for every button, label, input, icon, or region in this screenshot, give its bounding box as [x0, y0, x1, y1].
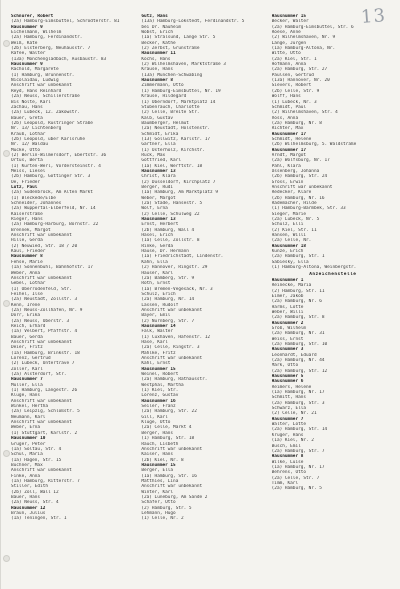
directory-entry-line: (13a) Hamburg-Lokstedt, Ferdinandstr. 5: [141, 19, 245, 25]
directory-entry-line: (1a) Hamburg, Brinkstr. 18: [11, 350, 80, 356]
directory-entry-line: (1) Kiel, Str.: [141, 388, 179, 394]
house-number-heading: Hausnummer 2: [271, 320, 304, 326]
directory-entry-line: Kahn, Ella: [141, 259, 168, 265]
directory-entry-line: Schmitt, Hans: [271, 395, 307, 401]
directory-entry-line: Anschrift war unbekannt: [11, 83, 72, 89]
directory-entry-line: Gottfried, Karl: [141, 158, 181, 164]
directory-entry-line: (2a) Alsterdorf, Str.: [11, 372, 67, 378]
directory-entry-line: (2) Lübeck, Untertrave 7: [11, 361, 75, 367]
punch-hole-icon: [3, 40, 10, 47]
directory-entry-line: (1) Hamburg, Langestr. 26: [11, 388, 78, 394]
directory-entry-line: Anschrift war unbekannt: [11, 233, 72, 239]
house-number-heading: Hausnummer 18: [271, 243, 307, 249]
directory-entry-line: Bis Nolte, Karl: [11, 99, 51, 105]
directory-entry-line: (13a) Hannover, Nr. 20: [271, 78, 330, 84]
directory-entry-line: (1) Hamburg, Str. 18: [141, 436, 195, 442]
directory-entry-line: (2a) Kiel, Str. 1: [271, 56, 317, 62]
directory-entry-line: Ernst, Herbert: [141, 222, 179, 228]
directory-entry-line: (2b) Kiel, Nr. 8: [141, 457, 184, 463]
directory-entry-line: (2a) Hamburg, Nr. 6: [271, 299, 322, 305]
directory-entry-line: (2a) Neuss, Schillerstraße: [11, 94, 80, 100]
directory-entry-line: (1a) Hamburg, Str. 16: [141, 473, 197, 479]
directory-entry-line: Anschrift war unbekannt: [11, 398, 72, 404]
house-number-heading: Hausnummer 6: [271, 379, 304, 385]
directory-entry-line: Redecker, Kläre: [271, 190, 312, 196]
directory-entry-line: Wobst, Erich: [141, 30, 174, 36]
directory-entry-line: (1) Celle, Nr. 2: [141, 516, 184, 522]
directory-entry-line: Matthies, Lina: [141, 478, 179, 484]
directory-entry-line: (1) Bleckede/Elbe: [11, 195, 56, 201]
house-number-heading: Hausnummer 15: [271, 14, 307, 19]
directory-entry-line: (1) Hamburg, Brunnenstr.: [11, 72, 75, 78]
directory-entry-line: Gebel, Lothar: [11, 281, 46, 287]
directory-entry-line: (2a) Hamburg, Rathausstr.: [141, 377, 208, 383]
directory-entry-line: (1a) Stralsund, Lange Str. 5: [141, 35, 216, 41]
directory-entry-line: (2b) Wilhelmsburg, 5. Waldstraße: [271, 142, 357, 148]
directory-entry-line: Rademacher, Hilde: [271, 201, 317, 207]
directory-entry-line: Krause, Hildegard: [141, 94, 187, 100]
directory-entry-line: Feihel, Ilse: [11, 291, 43, 297]
house-number-heading: Hausnummer 8: [141, 78, 174, 84]
directory-entry-line: (2a) Hamburg, Str. 8: [271, 315, 325, 321]
directory-entry-line: Mahlke, Fritz: [141, 350, 176, 356]
directory-entry-line: (2a) Celle, Markt 4: [141, 425, 192, 431]
directory-entry-line: Falk, Walter: [141, 329, 174, 335]
directory-entry-line: (2a) Hamburg, Nr. 44: [271, 358, 325, 363]
directory-entry-line: Hauser, Karl: [141, 270, 174, 276]
directory-entry-line: Gill, Karl: [141, 414, 168, 420]
house-number-heading: Hausnummer 15: [141, 366, 176, 372]
directory-entry-line: Lehmann, Hugo: [141, 510, 176, 516]
directory-entry-line: (1a) Kiel, Nr. 2: [271, 438, 314, 444]
directory-entry-line: Hansen, Willi: [271, 233, 307, 239]
directory-entry-line: (2a) Celle, Nr.: [271, 238, 312, 244]
directory-entry-line: (2a) Neustadt, Zollstr. 3: [11, 297, 78, 303]
house-number-heading: Hausnummer 10: [11, 436, 46, 442]
directory-entry-line: Krüger, Hans: [271, 432, 304, 438]
directory-entry-line: (2a) Hamburg, Ferdinandstr.: [11, 35, 83, 41]
directory-entry-line: (1) Oberndorf, Marktplatz 14: [141, 99, 216, 105]
directory-entry-line: Anschrift war unbekannt: [141, 307, 203, 313]
directory-entry-line: (2b) Hamburg, Nr. 16: [271, 195, 325, 201]
directory-entry-line: Nicolaidau, Ludwig: [11, 78, 59, 84]
house-number-heading: Hausnummer 9: [11, 24, 43, 30]
house-number-heading: Schnürer, Robert: [11, 14, 54, 19]
directory-columns: [11, 14, 394, 583]
directory-entry-line: (2a) Hamburg-Harburg, Bornstr. 22: [11, 222, 99, 228]
directory-entry-line: Hause, Dr. Hermann: [141, 249, 189, 255]
directory-entry-line: (2a) Wolfsburg, Nr. 17: [271, 158, 330, 164]
directory-entry-line: Kalb, Gustav: [141, 115, 174, 121]
directory-entry-line: (2a) Hamburg, Nr. 5: [271, 486, 322, 492]
house-number-heading: Gutz, Hans: [141, 14, 168, 19]
directory-entry-line: (2a) Hamburg, Nr. 31: [271, 331, 325, 337]
directory-entry-line: Weber, Margot: [141, 195, 176, 201]
directory-entry-line: Lorenz, Gustav: [141, 393, 179, 399]
punch-hole-icon: [3, 300, 10, 307]
directory-entry-line: Nr. 12/ Waldau: [11, 142, 49, 148]
directory-entry-line: Leonhardt, Eduard: [271, 352, 317, 358]
directory-entry-line: Schulz, Erich: [141, 291, 176, 297]
directory-entry-line: (1a) Celle, Zollstr. 8: [141, 238, 200, 244]
directory-entry-line: Kunze, Erich: [271, 249, 304, 255]
directory-entry-line: (2a) Hamburg, Str. 10: [271, 341, 328, 347]
directory-entry-line: Neumann, Karl: [11, 414, 46, 420]
directory-entry-line: (2a) Hamburg, Str. 27: [271, 67, 328, 73]
house-number-heading: Hausnummer 16: [141, 398, 176, 404]
directory-entry-line: Stubenrauch, Charlotte: [141, 104, 200, 110]
directory-entry-line: Weber, Erna: [11, 425, 41, 431]
directory-entry-line: Anschrift war unbekannt: [11, 339, 72, 345]
directory-entry-line: (2b) Hamburg, Wall 4: [141, 227, 195, 233]
section-heading: Anzeichenstelle: [309, 271, 357, 277]
directory-entry-line: (2a) Neuss, Str. 4: [11, 500, 59, 506]
directory-entry-line: Richter, Max: [271, 126, 304, 132]
directory-entry-line: Witte, Otto: [271, 51, 301, 57]
page-number: 13: [360, 5, 387, 28]
directory-entry-line: Weiss, Ernst: [271, 336, 304, 342]
directory-entry-line: Busch, Emil: [271, 443, 301, 449]
directory-entry-line: (1) Lübeck, Nr. 3: [271, 99, 317, 105]
directory-entry-line: Wolff, Hans: [271, 94, 301, 100]
directory-entry-line: (1a) Hamburg-Altona, Nr.: [271, 46, 336, 52]
directory-entry-line: (2b) Leopold, über Karlsruhe: [11, 136, 86, 142]
directory-entry-line: Christ, Klara: [141, 174, 176, 180]
directory-entry-line: Seiler, Franz: [141, 404, 176, 410]
directory-entry-line: Braun, Julius: [11, 510, 46, 516]
directory-entry-line: Lorenz, Gertrud: [11, 356, 51, 361]
house-number-heading: Hausnummer 11: [141, 51, 176, 57]
directory-entry-line: (2a) Hamburg, Nr. 14: [141, 297, 195, 303]
directory-entry-line: (2a) Stade, Hansestr. 5: [141, 201, 203, 207]
directory-entry-line: (2) Hamburg, Str. 5: [141, 505, 192, 511]
directory-entry-line: Weber, Willi: [271, 309, 304, 315]
directory-entry-line: Anschrift war unbekannt: [141, 356, 203, 361]
directory-entry-line: Becker, Walter: [271, 19, 309, 25]
directory-entry-line: Schäfer, Otto: [141, 500, 176, 506]
directory-entry-line: Voss, Anna: [271, 115, 299, 121]
directory-entry-line: Meiss, Liesel: [11, 168, 46, 174]
directory-entry-line: Eimer, Jakob: [271, 293, 304, 299]
directory-entry-line: Kluge, Otto: [141, 420, 171, 426]
house-number-heading: Hausnummer 13: [141, 217, 176, 223]
directory-entry-line: (2) Zerbst, Grünstraße: [141, 46, 200, 52]
directory-entry-line: Bauer, Gerda: [11, 334, 43, 340]
directory-entry-line: Anschrift war unbekannt: [141, 484, 203, 490]
directory-entry-line: Rauch, Lisbeth: [141, 441, 179, 447]
directory-entry-line: (1) Oberrodenfeld, Str.: [11, 286, 72, 292]
directory-entry-line: Bauer, Greta: [11, 115, 43, 121]
directory-entry-line: Bayer, Emil: [141, 313, 171, 319]
directory-entry-line: (2a) Hamburg, Nr. 8: [271, 120, 322, 126]
directory-entry-line: Schul, Maria: [11, 452, 43, 458]
directory-entry-line: (2) Kiel, Str. 11: [271, 227, 317, 233]
directory-entry-line: Reinecke, Maria: [271, 283, 312, 289]
directory-entry-line: Kaiser, Hans: [141, 452, 174, 458]
directory-entry-line: (1a) Teningen, Str. 1: [11, 516, 67, 522]
directory-entry-line: Mark, Otto: [271, 363, 299, 369]
directory-entry-line: Gross, Erwin: [271, 179, 304, 185]
column-right: [272, 14, 394, 583]
directory-entry-line: Wilke, Luise: [271, 459, 304, 465]
directory-entry-line: (2a) Hamburg, Str. 22: [141, 409, 197, 415]
directory-entry-line: Eichelmann, Wilhelm: [11, 30, 62, 36]
punch-hole-icon: [3, 555, 10, 562]
directory-entry-line: (1a) Hagen, Str. 15: [11, 457, 62, 463]
directory-entry-line: (1) Hamburg-Barmbek, Str. 33: [271, 206, 346, 212]
directory-entry-line: Kaul, Frieder: [11, 249, 46, 255]
directory-entry-line: (1a) Hamburg, Nr. 17: [271, 464, 325, 470]
directory-entry-line: Weiß, Käte: [11, 40, 38, 46]
directory-entry-line: Sabiesky, Ella: [271, 259, 309, 265]
directory-entry-line: (2a) Celle, Ringstr. 3: [141, 345, 200, 351]
directory-entry-line: Groß, Wilhelm: [271, 325, 307, 331]
directory-entry-line: (2a) Hamburg, Str. 3: [271, 400, 325, 406]
directory-entry-line: (2b) Hamburg, Göttinger Str. 3: [11, 174, 91, 180]
directory-entry-line: Ruck, Max: [141, 152, 166, 158]
directory-entry-line: Arndt, Margot: [271, 152, 307, 158]
house-number-heading: Hausnummer 7: [271, 416, 304, 422]
punch-hole-icon: [3, 450, 10, 457]
directory-entry-line: Sieger, Marie: [271, 211, 307, 217]
directory-entry-line: Kaiserstraße: [11, 211, 43, 217]
directory-entry-line: Zachau, Hans: [11, 104, 43, 110]
directory-entry-line: Anschrift war unbekannt: [141, 446, 203, 452]
directory-entry-line: Pahl, Klara: [271, 163, 301, 169]
directory-entry-line: Oe, Frieder: [11, 179, 41, 185]
directory-entry-line: (1a) Friedrichstadt, Lindenstr.: [141, 254, 224, 260]
directory-entry-line: (1a) Hamburg, Ritterstr. 7: [11, 478, 80, 484]
directory-entry-line: Gärtner, Ella: [141, 142, 176, 148]
directory-entry-line: Timm, Karl: [271, 480, 299, 486]
directory-entry-line: (2a) Celle, Str. 7: [271, 475, 320, 481]
directory-entry-line: (1a) Kiel, Werftstr. 18: [141, 163, 203, 169]
directory-entry-line: (2a) Bamberg, Str. 9: [141, 275, 195, 281]
directory-entry-line: Nr. 13/ Lichtenberg: [11, 126, 62, 132]
directory-entry-line: (2b) Elsterberg, Neuhausstr. 7: [11, 46, 91, 52]
house-number-heading: Lutz, Paul: [11, 185, 38, 190]
directory-entry-line: Berger, Rudi: [141, 185, 174, 190]
directory-entry-line: (1a) Velbert, Pfaffstr. 4: [11, 329, 78, 335]
directory-entry-line: (2a) Hamburg, Str. 14: [271, 427, 328, 433]
directory-entry-line: Ossenberg, Johanna: [271, 168, 320, 174]
directory-entry-line: Stiller, Edith: [11, 484, 49, 490]
directory-entry-line: (1) Kürten-Werl, Vordersteinstr. 4: [11, 163, 101, 169]
directory-entry-line: (2a) Lüneburg, Am Sande 2: [141, 494, 208, 500]
directory-entry-line: Krause, Hans: [141, 67, 174, 73]
house-number-heading: Hausnummer 1: [271, 277, 304, 283]
directory-entry-line: Rinke, Gerda: [141, 243, 174, 249]
directory-entry-line: (2) Celle, Schulweg 22: [141, 211, 200, 217]
directory-entry-line: Anschrift war unbekannt: [11, 420, 72, 426]
directory-entry-line: Berger, Hans: [141, 430, 174, 436]
directory-entry-line: Weber, Anna: [11, 270, 41, 276]
house-number-heading: Hausnummer 17: [271, 131, 307, 137]
directory-entry-line: Dörr, Erika: [11, 313, 41, 319]
directory-entry-line: (1a) Hamburg, Nr. 17: [271, 390, 325, 396]
directory-entry-line: Schmidt, Helene: [271, 136, 312, 142]
directory-entry-line: (2) Hamburg, Str. 11: [271, 288, 325, 294]
directory-entry-line: (2) Berlin-Wilmersdorf, Ebertstr. 36: [11, 152, 107, 158]
directory-entry-line: Mücke, Otto: [11, 147, 41, 153]
directory-entry-line: Roth, Ernst: [141, 281, 171, 287]
directory-entry-line: Finke, Anna: [11, 473, 41, 479]
column-left: [11, 14, 133, 583]
directory-entry-line: (2a) Neuss-Zollhafen, Nr. 9: [11, 307, 83, 313]
directory-entry-line: Berger, Ella: [141, 468, 174, 474]
directory-entry-line: Reyd, Hans Reinhard: [11, 88, 62, 94]
directory-entry-line: (2a) Sudenbrock, Am Alten Markt: [11, 190, 93, 196]
directory-entry-line: Schwarz, Ella: [271, 406, 307, 412]
house-number-heading: Hausnummer 8: [11, 254, 43, 260]
house-number-heading: Hausnummer 15: [141, 462, 176, 468]
directory-entry-line: (2) Düsseldorf, Kirchplatz 7: [141, 179, 216, 185]
house-number-heading: Hausnummer 17: [271, 147, 307, 153]
directory-entry-line: Fehse, Marie: [11, 259, 43, 265]
house-number-heading: Hausnummer 8: [271, 454, 304, 460]
directory-entry-line: (2a) Hamburg, Str. 12: [271, 368, 328, 374]
directory-entry-line: Hofmann, Anna: [271, 62, 307, 68]
house-number-heading: Hausnummer 3: [271, 347, 304, 353]
directory-entry-line: Müller, Ella: [11, 382, 43, 388]
directory-entry-line: (1) Stuttgart, Karlstr. 2: [11, 430, 78, 436]
house-number-heading: Hausnummer 9: [11, 62, 43, 68]
directory-entry-line: (2a) Leipzig, Schloßstr. 5: [11, 409, 80, 415]
directory-entry-line: (2a) Hamburg, Str. 7: [271, 448, 325, 454]
directory-entry-line: (2a) Lübeck, Nr. 5: [271, 217, 320, 223]
directory-entry-line: (2) Wilhelmshaven, Str. 4: [271, 110, 338, 116]
directory-entry-line: (2a) Hamburg-Eimsbüttel, Schrödterstr. 81: [11, 19, 120, 25]
directory-entry-line: Hase, Karl: [141, 339, 168, 345]
directory-entry-line: Grüger, Peter: [11, 441, 46, 447]
directory-entry-line: bei Dr. Nauheim: [141, 24, 181, 30]
directory-entry-line: (2a) Hamburg-Eimsbüttel, Str. 6: [271, 24, 354, 30]
directory-entry-line: (2b) Zoll, Wall 12: [11, 489, 59, 495]
directory-entry-line: Kochs, Hans: [141, 56, 171, 62]
directory-entry-line: Behrens, Otto: [271, 470, 307, 476]
directory-entry-line: Ortus, Berta: [11, 158, 43, 164]
directory-entry-line: Reich, Erhard: [11, 323, 46, 329]
house-number-heading: Hausnummer 14: [141, 323, 176, 329]
directory-entry-line: Harms, Lotte: [271, 304, 304, 310]
directory-entry-line: Krauß, Lothar: [11, 131, 46, 137]
directory-entry-line: Winter, Karl: [141, 489, 174, 495]
directory-entry-line: (1) Cuxhaven, Hafenstr. 12: [141, 334, 211, 340]
directory-entry-line: Rieger, Hans: [11, 217, 43, 223]
directory-entry-line: (2) Celle, Nr. 21: [271, 411, 317, 417]
directory-entry-line: (2) Wilhelmshaven, Marktstraße 3: [141, 62, 226, 68]
directory-entry-line: Bauer, Hans: [11, 494, 41, 500]
directory-entry-line: (2a) Wuppertal-Elberfeld, Nr. 14: [11, 206, 96, 212]
directory-entry-line: Anschrift war unbekannt: [11, 275, 72, 281]
directory-entry-line: Weinel, Robert: [141, 372, 179, 378]
house-number-heading: Hausnummer 13: [141, 168, 176, 174]
directory-entry-line: Walter, Lotte: [271, 422, 307, 428]
directory-entry-line: Lange, Jürgen: [271, 40, 307, 46]
directory-entry-line: Baumberger, Helmut: [141, 120, 189, 126]
directory-entry-line: Schmidt, Paul: [271, 104, 307, 110]
directory-entry-line: (1) Hamburg-Altona, Weinbergstr.: [271, 265, 357, 271]
directory-entry-line: (13a) München-Schwabing: [141, 72, 203, 78]
directory-entry-line: Becker, Käthe: [141, 40, 176, 46]
directory-entry-line: (1a) Soltau, Str. 4: [11, 446, 62, 452]
directory-entry-line: Buchner, Max: [11, 462, 43, 468]
directory-entry-line: Roese, Anne: [271, 30, 301, 36]
directory-entry-line: Wolf, Erna: [141, 206, 168, 212]
directory-entry-line: Hille, Gerda: [11, 238, 43, 244]
directory-entry-line: (1) Hamburg-Eimsbüttel, Nr. 19: [141, 88, 221, 94]
directory-entry-line: (2b) Hamburg, Str. 24: [271, 174, 328, 180]
directory-entry-line: Winkel, Hertha: [11, 404, 49, 410]
directory-entry-line: Anschrift war unbekannt: [11, 468, 72, 474]
directory-entry-line: Zimmermann, Otto: [141, 83, 184, 89]
directory-entry-line: (2) Hannover, Ringstr. 29: [141, 265, 208, 271]
house-number-heading: Hausnummer 7: [11, 377, 43, 383]
directory-entry-line: (2a) Hamburg, Str. 1: [271, 254, 325, 260]
directory-entry-line: Deier, Fritz: [11, 345, 43, 351]
directory-entry-line: (2a) Neustadt, Holstenstr.: [141, 126, 211, 132]
directory-entry-line: (1) Osterholz, Kirchstr.: [141, 147, 205, 153]
directory-entry-line: (2) Celle, Breite Str.: [141, 110, 200, 116]
directory-entry-line: Lassen, Rudolf: [141, 302, 179, 308]
directory-entry-line: Paulsen, Gertrud: [271, 72, 314, 78]
directory-entry-line: Westphal, Martha: [141, 382, 184, 388]
directory-entry-line: (2a) Lübeck, 12. Zakowstr.: [11, 110, 80, 116]
column-middle: [141, 14, 263, 583]
directory-entry-line: (2a) Neuss, Oberstr. 3: [11, 318, 70, 324]
directory-entry-line: (1a) Hamburg, Am Marktplatz 9: [141, 190, 218, 196]
directory-entry-line: Brennek, Margot: [11, 227, 51, 233]
directory-entry-line: (13) Gollwitz, Karlstr. 17: [141, 136, 211, 142]
house-number-heading: Hausnummer 12: [11, 505, 46, 511]
directory-entry-line: (2b) Leopold, Rüstringer Straße: [11, 120, 93, 126]
directory-entry-line: (13a) Mönchengladbach, Ausbaustr. 83: [11, 56, 107, 62]
directory-entry-line: Hasel, Erich: [141, 233, 174, 239]
directory-entry-line: Schneider, Johannes: [11, 201, 62, 207]
directory-entry-line: Rafee, Walter: [11, 51, 46, 57]
directory-entry-line: (2) Nürnberg, Str. 7: [141, 318, 195, 324]
directory-entry-line: Zöller, Karl: [11, 366, 43, 372]
directory-entry-line: Kenn, Irene: [11, 302, 41, 308]
punch-hole-icon: [3, 150, 10, 157]
directory-entry-line: Schulz, Elli: [271, 222, 304, 228]
directory-entry-line: (2b) Celle, Str. 9: [271, 88, 320, 94]
directory-entry-line: Reimers, Helene: [271, 384, 312, 390]
directory-entry-line: Kahl, Ernst: [141, 361, 171, 367]
directory-entry-line: Sievers, Robert: [271, 83, 312, 89]
directory-entry-line: (2) Neuwied, Str. 18 / 20: [11, 243, 78, 249]
directory-entry-line: Anschrift war unbekannt: [271, 185, 333, 190]
directory-entry-line: (2) Wilhelmshaven, Nr. 9: [271, 35, 336, 41]
directory-entry-line: Kluge, Hans: [11, 393, 41, 399]
directory-entry-line: Schmidt, Erika: [141, 131, 179, 137]
directory-entry-line: (1a) Bremen-Vegesack, Nr. 3: [141, 286, 213, 292]
directory-entry-line: (1a) Sonnenbühl, Bahnhofstr. 17: [11, 265, 93, 271]
directory-entry-line: Rachold, Margarete: [11, 67, 59, 73]
house-number-heading: Hausnummer 5: [271, 374, 304, 380]
